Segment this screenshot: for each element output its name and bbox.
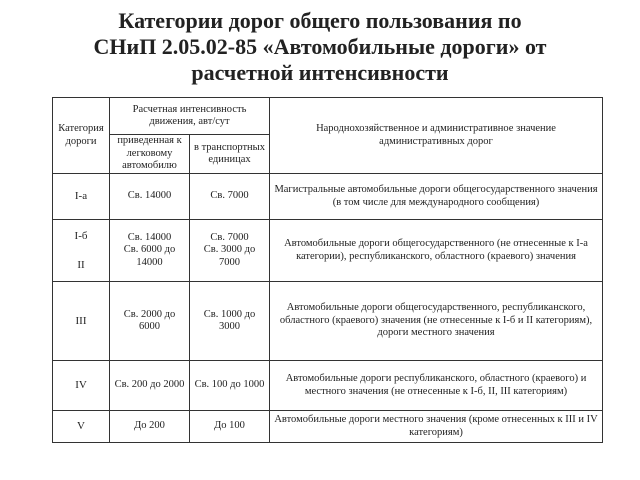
row-passenger: До 200 xyxy=(110,411,190,443)
row-category: IV xyxy=(53,361,110,411)
table-row xyxy=(53,220,603,282)
row-category: V xyxy=(53,411,110,443)
row-category: I-а xyxy=(53,174,110,220)
table-row xyxy=(53,411,603,443)
header-category: Категория дороги xyxy=(53,98,110,174)
title-line-3: расчетной интенсивности xyxy=(191,60,449,85)
row-transport: Св. 100 до 1000 xyxy=(190,361,270,411)
row-passenger: Св. 200 до 2000 xyxy=(110,361,190,411)
row-transport: Св. 1000 до 3000 xyxy=(190,282,270,361)
row-significance: Автомобильные дороги общегосударственного (не отнесенные к I-а категории), республиканского, областного (краевого) значения xyxy=(270,220,603,282)
row-significance: Автомобильные дороги республиканского, областного (краевого) и местного значения (не отнесенные к I-б, II, III категориям) xyxy=(270,361,603,411)
row-category: I-б xyxy=(74,230,88,242)
row-category-group xyxy=(53,220,110,282)
row-transport: Св. 3000 до 7000 xyxy=(203,244,256,268)
title-line-1: Категории дорог общего пользования по xyxy=(118,8,522,33)
row-transport: Св. 7000 xyxy=(190,174,270,220)
row-category: II xyxy=(77,258,85,271)
row-transport: До 100 xyxy=(190,411,270,443)
row-passenger-group xyxy=(110,220,190,282)
header-passenger: приведенная к легковому автомобилю xyxy=(110,135,190,174)
table-row xyxy=(53,282,603,361)
row-significance: Автомобильные дороги общегосударственного, республиканского, областного (краевого) значения (не отнесенные к I-б и II категориям), дороги местного значения xyxy=(270,282,603,361)
header-significance: Народнохозяйственное и административное значение административных дорог xyxy=(270,98,603,174)
page-title xyxy=(0,8,640,86)
header-transport: в транспортных единицах xyxy=(190,135,270,174)
header-intensity: Расчетная интенсивность движения, авт/сут xyxy=(110,98,270,135)
table-row xyxy=(53,174,603,220)
row-transport: Св. 7000 xyxy=(210,231,249,243)
table-header-row xyxy=(53,98,603,135)
title-line-2: СНиП 2.05.02-85 «Автомобильные дороги» от xyxy=(93,34,547,59)
row-passenger: Св. 6000 до 14000 xyxy=(123,244,176,268)
row-significance: Магистральные автомобильные дороги общегосударственного значения (в том числе для международного сообщения) xyxy=(270,174,603,220)
row-category: III xyxy=(53,282,110,361)
road-categories-table xyxy=(52,97,603,443)
row-transport-group xyxy=(190,220,270,282)
row-passenger: Св. 2000 до 6000 xyxy=(110,282,190,361)
row-significance: Автомобильные дороги местного значения (кроме отнесенных к III и IV категориям) xyxy=(270,411,603,443)
table-row xyxy=(53,361,603,411)
row-passenger: Св. 14000 xyxy=(127,231,172,243)
row-passenger: Св. 14000 xyxy=(110,174,190,220)
